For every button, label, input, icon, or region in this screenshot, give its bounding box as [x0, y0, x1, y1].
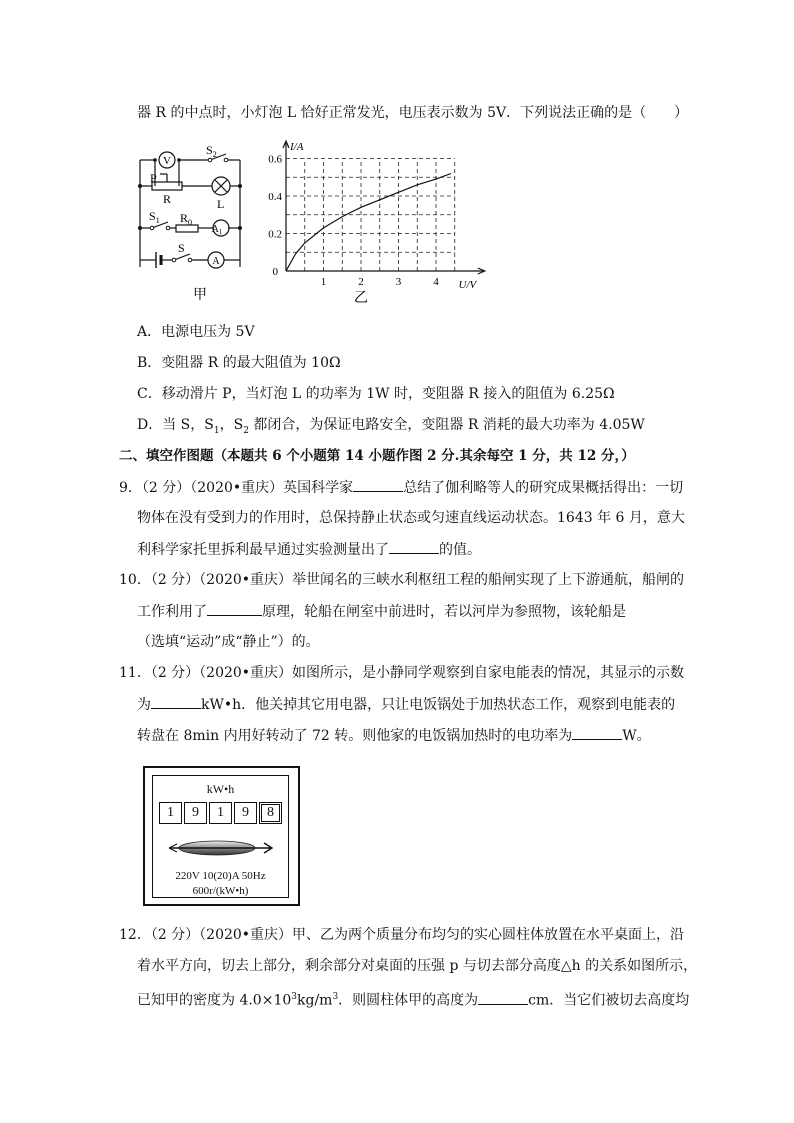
iu-chart — [262, 138, 492, 310]
q10-line-1: 10．（2 分）（2020•重庆）举世闻名的三峡水利枢纽工程的船闸实现了上下游通航，船闸的 — [119, 572, 685, 588]
meter-digit: 9 — [184, 802, 207, 824]
rheostat-r-label: R — [163, 192, 172, 206]
q10-line-3: （选填“运动”成“静止”）的。 — [137, 634, 320, 650]
q11-blank-2 — [572, 725, 622, 740]
resistor-r0-label: $R_0$ — [180, 211, 193, 227]
lamp-l-label: L — [217, 197, 225, 211]
switch-s2-label: $S_2$ — [206, 143, 217, 159]
option-b: B．变阻器 R 的最大阻值为 10Ω — [137, 355, 341, 371]
chart-y-tick-label: 0.4 — [268, 191, 282, 203]
meter-unit: kW•h — [206, 782, 235, 796]
chart-y-tick-label: 0.2 — [268, 228, 282, 241]
q10-blank-1 — [207, 601, 262, 616]
question-8-tail: 器 R 的中点时，小灯泡 L 恰好正常发光，电压表示数为 5V．下列说法正确的是（ ） — [137, 105, 689, 121]
ammeter-a-label: A — [212, 256, 220, 267]
circuit-caption: 甲 — [193, 287, 207, 303]
q9-line-2: 物体在没有受到力的作用时，总保持静止状态或匀速直线运动状态。1643 年 6 月，意大 — [137, 510, 685, 526]
section-2-heading: 二、填空作图题（本题共 6 个小题第 14 小题作图 2 分.其余每空 1 分，共 12 分，） — [119, 448, 635, 464]
ammeter-a1-label: $A_1$ — [211, 224, 223, 236]
q11-line-2: 为 kW•h．他关掉其它用电器，只让电饭锅处于加热状态工作，观察到电能表的 — [137, 694, 675, 715]
meter-digit: 1 — [159, 802, 182, 824]
chart-caption: 乙 — [354, 290, 368, 306]
q11-line-3: 转盘在 8min 内用好转动了 72 转。则他家的电饭锅加热时的电功率为 W。 — [137, 725, 651, 746]
chart-x-tick-label: 3 — [395, 276, 402, 288]
q9-line-1: 9．（2 分）（2020•重庆）英国科学家 总结了伽利略等人的研究成果概括得出：一切 — [119, 477, 683, 498]
voltmeter-label: V — [163, 155, 171, 167]
meter-spec-1: 220V 10(20)A 50Hz — [175, 870, 266, 882]
meter-digit: 1 — [209, 802, 232, 824]
meter-digit: 9 — [234, 802, 257, 824]
slider-p-label: P — [150, 171, 157, 185]
q9-line-3: 利科学家托里拆利最早通过实验测量出了 的值。 — [137, 539, 481, 560]
q11-blank-1 — [151, 694, 201, 709]
energy-meter — [143, 766, 300, 906]
q12-line-1: 12．（2 分）（2020•重庆）甲、乙为两个质量分布均匀的实心圆柱体放置在水平桌面上，沿 — [119, 927, 685, 943]
meter-spec-2: 600r/(kW•h) — [192, 885, 249, 897]
chart-x-tick-label: 2 — [358, 276, 364, 288]
option-c: C．移动滑片 P，当灯泡 L 的功率为 1W 时，变阻器 R 接入的阻值为 6.25Ω — [137, 386, 615, 402]
meter-digit-decimal: 8 — [259, 802, 282, 824]
q12-blank-1 — [478, 990, 528, 1005]
meter-disk-icon — [167, 836, 277, 860]
switch-s1-label: $S_1$ — [149, 209, 160, 225]
switch-s-label: S — [178, 241, 185, 255]
q9-blank-1 — [353, 477, 403, 492]
q12-line-2: 着水平方向，切去上部分，剩余部分对桌面的压强 p 与切去部分高度△h 的关系如图所示， — [137, 958, 698, 974]
chart-origin-label: 0 — [272, 266, 278, 278]
chart-x-tick-label: 4 — [433, 276, 439, 288]
chart-y-label: I/A — [290, 141, 304, 153]
iu-curve — [286, 174, 451, 272]
option-d: D．当 S，$S_1$，$S_2$ 都闭合，为保证电路安全，变阻器 R 消耗的最大功率为 4.05W — [137, 417, 645, 436]
option-a: A．电源电压为 5V — [137, 324, 255, 340]
circuit-diagram — [130, 140, 250, 310]
meter-digits — [159, 802, 284, 824]
q9-blank-2 — [389, 539, 439, 554]
q12-line-3: 已知甲的密度为 $4.0\times 10^3kg/m^3$．则圆柱体甲的高度为 cm．当它们被切去高度均 — [137, 987, 689, 1011]
q11-line-1: 11．（2 分）（2020•重庆）如图所示，是小静同学观察到自家电能表的情况，其显示的示数 — [119, 665, 685, 681]
chart-x-label: U/V — [458, 279, 477, 291]
chart-x-tick-label: 1 — [320, 276, 327, 288]
chart-y-tick-label: 0.6 — [268, 153, 282, 166]
q10-line-2: 工作利用了 原理，轮船在闸室中前进时，若以河岸为参照物，该轮船是 — [137, 601, 626, 622]
